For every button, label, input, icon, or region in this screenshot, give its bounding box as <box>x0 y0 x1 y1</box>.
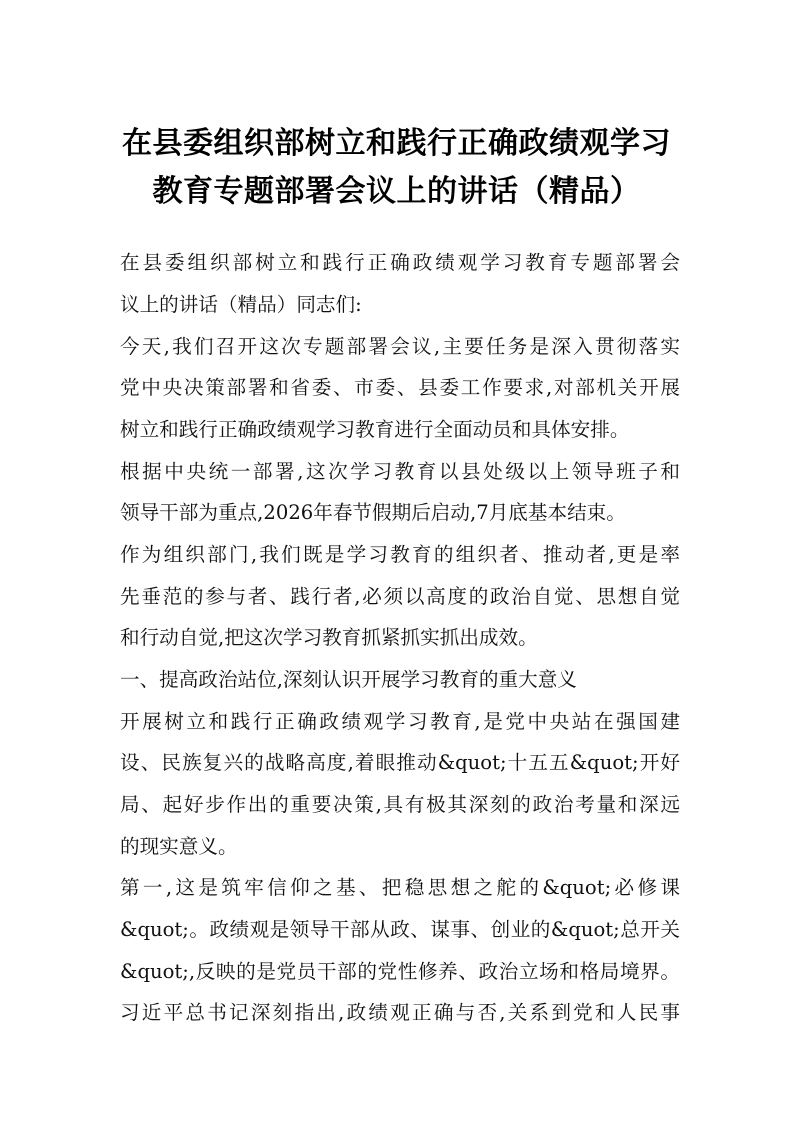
body-line: 局、起好步作出的重要决策,具有极其深刻的政治考量和深远 <box>120 793 680 816</box>
body-line: 和行动自觉,把这次学习教育抓紧抓实抓出成效。 <box>120 626 538 649</box>
body-line: &quot;,反映的是党员干部的党性修养、政治立场和格局境界。 <box>120 960 680 983</box>
body-line: 党中央决策部署和省委、市委、县委工作要求,对部机关开展 <box>120 376 680 399</box>
body-line: 根据中央统一部署,这次学习教育以县处级以上领导班子和 <box>120 460 680 483</box>
body-line: 议上的讲话（精品）同志们: <box>120 293 362 316</box>
body-line: 今天,我们召开这次专题部署会议,主要任务是深入贯彻落实 <box>120 335 680 358</box>
body-line: 的现实意义。 <box>120 835 238 858</box>
body-line: 开展树立和践行正确政绩观学习教育,是党中央站在强国建 <box>120 710 680 733</box>
body-line: 在县委组织部树立和践行正确政绩观学习教育专题部署会 <box>120 251 680 274</box>
body-line: 设、民族复兴的战略高度,着眼推动&quot;十五五&quot;开好 <box>120 751 680 774</box>
body-line: 先垂范的参与者、践行者,必须以高度的政治自觉、思想自觉 <box>120 585 680 608</box>
document-title-line-1: 在县委组织部树立和践行正确政绩观学习 <box>122 126 671 161</box>
body-line: 第一,这是筑牢信仰之基、把稳思想之舵的&quot;必修课 <box>120 876 680 899</box>
body-line: 树立和践行正确政绩观学习教育进行全面动员和具体安排。 <box>120 418 630 441</box>
document-title-line-2: 教育专题部署会议上的讲话（精品） <box>152 174 641 209</box>
section-heading: 一、提高政治站位,深刻认识开展学习教育的重大意义 <box>120 668 577 691</box>
body-line: 习近平总书记深刻指出,政绩观正确与否,关系到党和人民事 <box>120 1001 680 1024</box>
body-line: 作为组织部门,我们既是学习教育的组织者、推动者,更是率 <box>120 543 680 566</box>
body-line: 领导干部为重点,2026年春节假期后启动,7月底基本结束。 <box>120 501 626 524</box>
body-line: &quot;。政绩观是领导干部从政、谋事、创业的&quot;总开关 <box>120 918 680 941</box>
